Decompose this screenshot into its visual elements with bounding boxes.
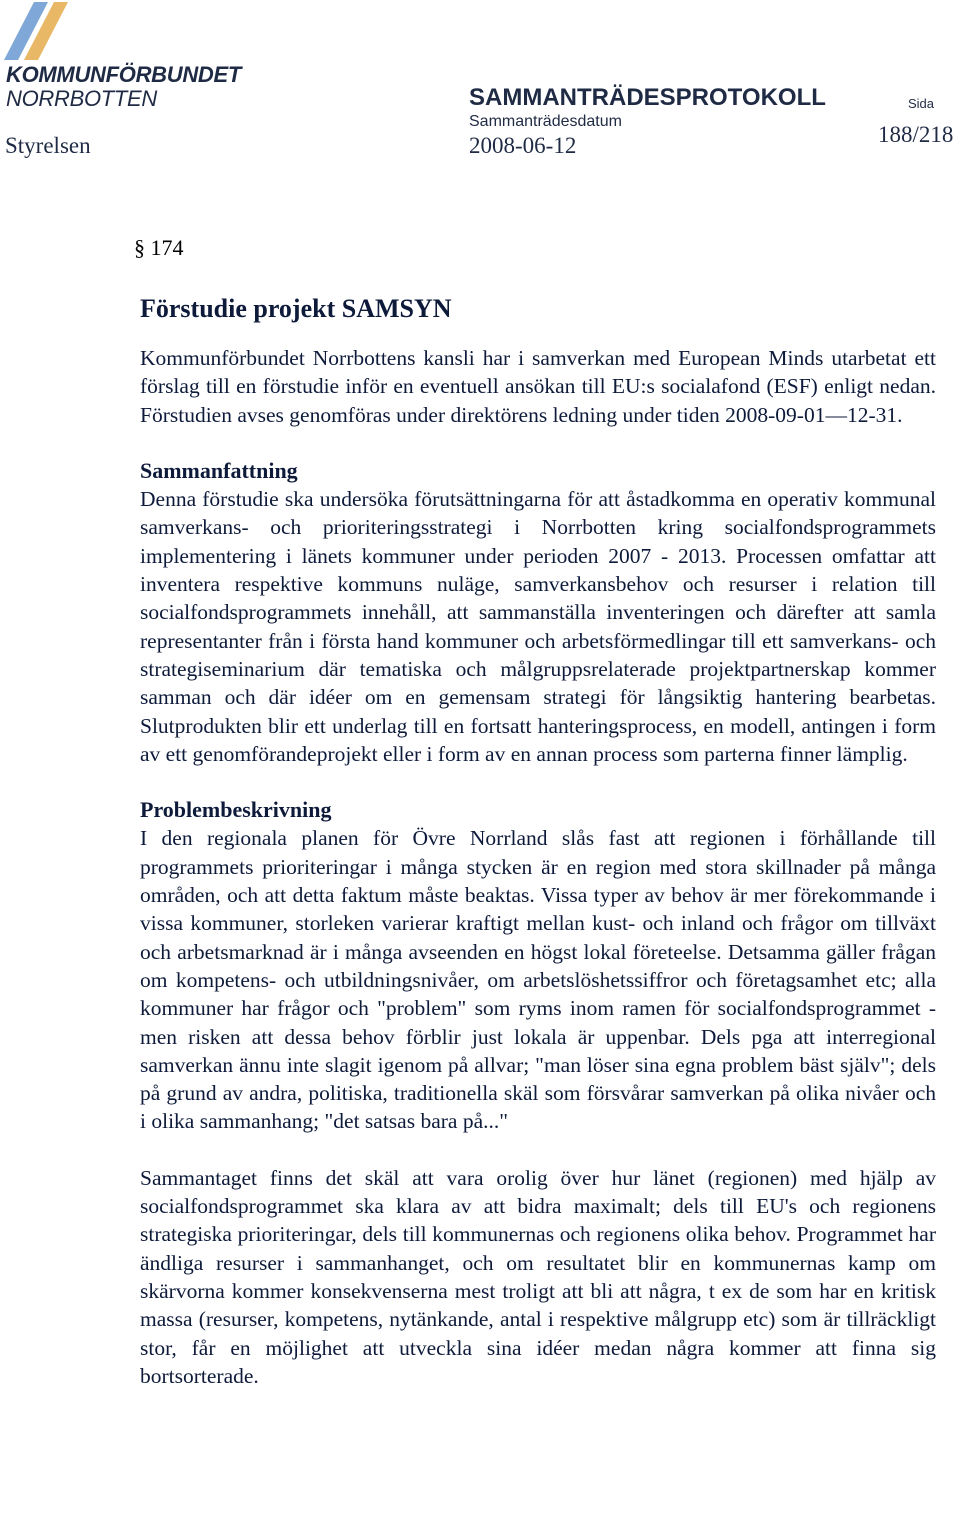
logo-text-line1: KOMMUNFÖRBUNDET — [6, 62, 242, 87]
page-label: Sida — [908, 96, 935, 111]
organization-logo — [4, 2, 264, 112]
page-title: Förstudie projekt SAMSYN — [140, 294, 452, 323]
organ-name: Styrelsen — [5, 133, 91, 158]
page-number: 188/218 — [878, 122, 954, 147]
logo-text-line2: NORRBOTTEN — [6, 86, 158, 111]
summary-section — [140, 457, 936, 768]
conclusion-paragraph: Sammantaget finns det skäl att vara orolig över hur länet (regionen) med hjälp av socialfondsprogrammet ska klara av att bidra maximalt; dels till EU's och regionens strategiska prioriteringar, dels till kommunernas och regionens olika behov. Programmet har ändliga resurser i sammanhanget, och om resultatet blir en kommunernas kamp om skärvorna kommer konsekvenserna mest troligt att bli att några, t ex de som har en kritisk massa (resurser, kompetens, nytänkande, antal i respektive målgrupp etc) som är tillräckligt stor, får en möjlighet att utveckla sina idéer medan några kommer att finna sig bortsorterade. — [140, 1165, 936, 1388]
paragraph-number: § 174 — [134, 235, 184, 260]
summary-paragraph: Denna förstudie ska undersöka förutsättningarna för att åstadkomma en operativ kommunal samverkans- och prioriteringsstrategi i Norrbotten kring socialfondsprogrammets implementering i länets kommuner under perioden 2007 - 2013. Processen omfattar att inventera respektive kommuns nuläge, samverkansbehov och resurser i relation till socialfondsprogrammets innehåll, att sammanställa inventeringen och därefter att samla representanter från i första hand kommuner och arbetsförmedlingar till ett samverkans- och strategiseminarium där tematiska och målgruppsrelaterade projektpartnerskap kommer samman och där idéer om en gemensam strategi för långsiktig hantering bearbetas. Slutprodukten blir ett underlag till en fortsatt hanteringsprocess, en modell, antingen i form av ett genomförandeprojekt eller i form av en annan process som parterna finner lämplig. — [140, 487, 936, 766]
problem-section — [140, 796, 936, 1136]
document-body — [134, 232, 936, 1390]
summary-heading: Sammanfattning — [140, 457, 298, 483]
meeting-date: 2008-06-12 — [469, 133, 577, 158]
problem-paragraph: I den regionala planen för Övre Norrland slås fast att regionen i förhållande till programmets prioriteringar i många stycken är en region med stora skillnader på många områden, och att detta faktum måste beaktas. Vissa typer av behov är mer förekommande i vissa kommuner, storleken varierar kraftigt mellan kust- och inland och frågor om tillväxt och arbetsmarknad är i många avseenden en högst lokal företeelse. Detsamma gäller frågan om kompetens- och utbildningsnivåer, om arbetslöshetssiffror och företagsamhet etc; alla kommuner har frågor och "problem" som ryms inom ramen för socialfondsprogrammet - men risken att dessa behov förblir just lokala är uppenbar. Dels pga att interregional samverkan ännu inte slagit igenom på allvar; "man löser sina egna problem bäst själv"; dels på grund av andra, politiska, traditionella skäl som försvårar samverkan på olika nivåer och i olika sammanhang; "det satsas bara på..." — [140, 826, 936, 1134]
problem-heading: Problembeskrivning — [140, 797, 332, 823]
intro-paragraph: Kommunförbundet Norrbottens kansli har i samverkan med European Minds utarbetat ett förslag till en förstudie inför en eventuell ansökan till EU:s socialafond (ESF) enligt nedan. Förstudien avses genomföras under direktörens ledning under tiden 2008-09-01—12-31. — [140, 346, 936, 427]
meeting-date-label: Sammanträdesdatum — [469, 113, 622, 130]
document-type: SAMMANTRÄDESPROTOKOLL — [469, 84, 826, 111]
logo-stripes-icon — [4, 2, 74, 64]
